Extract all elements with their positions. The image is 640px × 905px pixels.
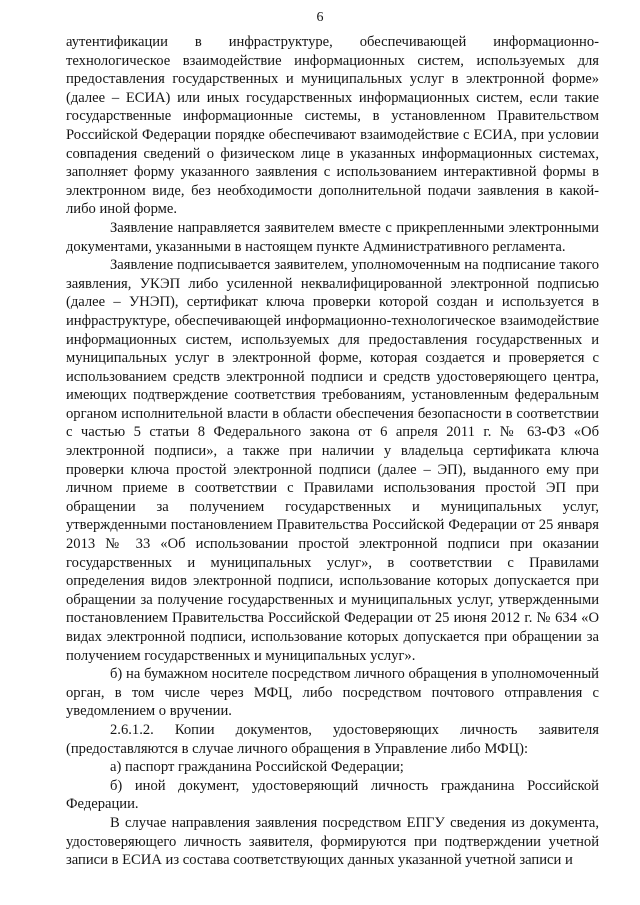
paragraph: а) паспорт гражданина Российской Федерации; [110,759,404,776]
body-text [66,33,599,870]
paragraph: 2.6.1.2. Копии документов, удостоверяющих личность заявителя (предоставляются в случае личного обращения в Управление либо МФЦ): [66,721,599,757]
paragraph: аутентификации в инфраструктуре, обеспечивающей информационно-технологическое взаимодействие информационных систем, используемых для предоставления государственных и муниципальных услуг в электронной форме» (далее – ЕСИА) или иных государственных информационных систем, если такие государственные информационные системы, в установленном Правительством Российской Федерации порядке обеспечивают взаимодействие с ЕСИА, при условии совпадения сведений о физическом лице в указанных информационных системах, заполняет форму указанного заявления с использованием интерактивной формы в электронном виде, без необходимости дополнительной подачи заявления в какой-либо иной форме. [66,34,599,218]
paragraph: Заявление подписывается заявителем, уполномоченным на подписание такого заявления, УКЭП либо усиленной неквалифицированной электронной подписью (далее – УНЭП), сертификат ключа проверки которой создан и используется в инфраструктуре, обеспечивающей информационно-технологическое взаимодействие информационных систем, используемых для предоставления государственных и муниципальных услуг в электронной форме, которая создается и проверяется с использованием средств электронной подписи и средств удостоверяющего центра, имеющих подтверждение соответствия требованиям, установленным федеральным органом исполнительной власти в области обеспечения безопасности в соответствии с частью 5 статьи 8 Федерального закона от 6 апреля 2011 г. № 63-ФЗ «Об электронной подписи», а также при наличии у владельца сертификата ключа проверки ключа простой электронной подписи (далее – ЭП), выданного ему при личном приеме в соответствии с Правилами использования простой ЭП при обращении за получением государственных и муниципальных услуг, утвержденными постановлением Правительства Российской Федерации от 25 января 2013 № 33 «Об использовании простой электронной подписи при оказании государственных и муниципальных услуг», в соответствии с Правилами определения видов электронной подписи, использование которых допускается при обращении за получение государственных и муниципальных услуг, утвержденными постановлением Правительства Российской Федерации от 25 июня 2012 г. № 634 «О видах электронной подписи, использование которых допускается при обращении за получением государственных и муниципальных услуг». [66,257,599,664]
paragraph: Заявление направляется заявителем вместе с прикрепленными электронными документами, указанными в настоящем пункте Административного регламента. [66,219,599,255]
paragraph: б) иной документ, удостоверяющий личность гражданина Российской Федерации. [66,777,599,813]
page-number: 6 [316,10,324,25]
paragraph: В случае направления заявления посредством ЕПГУ сведения из документа, удостоверяющего личность заявителя, формируются при подтверждении учетной записи в ЕСИА из состава соответствующих данных указанной учетной записи и [66,814,599,869]
paragraph: б) на бумажном носителе посредством личного обращения в уполномоченный орган, в том числе через МФЦ, либо посредством почтового отправления с уведомлением о вручении. [66,666,599,720]
